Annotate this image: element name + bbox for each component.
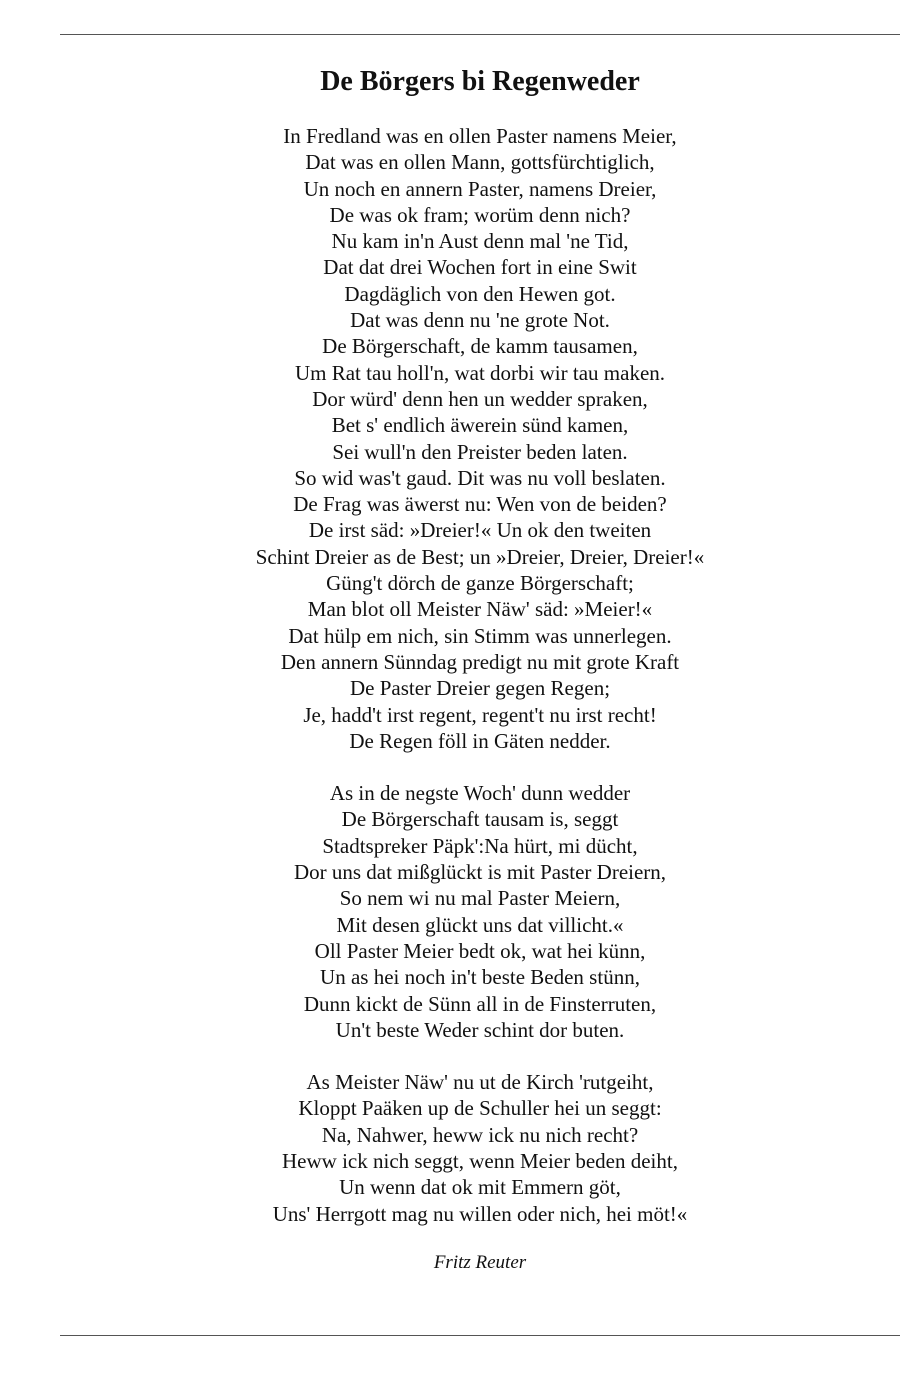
poem-line: Dat dat drei Wochen fort in eine Swit [323,255,637,280]
poem-line: De Frag was äwerst nu: Wen von de beiden? [293,492,667,517]
bottom-rule [60,1335,900,1336]
poem-line: De irst säd: »Dreier!« Un ok den tweiten [308,518,652,543]
stanza [60,1069,900,1227]
poem-line: As in de negste Woch' dunn wedder [329,781,631,806]
poem-line: Na, Nahwer, heww ick nu nich recht? [321,1122,639,1147]
poem-line: In Fredland was en ollen Paster namens Meier, [283,124,677,148]
poem-line: Uns' Herrgott mag nu willen oder nich, hei möt!« [272,1201,688,1226]
poem-line: Un as hei noch in't beste Beden stünn, [320,965,640,990]
poem-line: Stadtspreker Päpk':Na hürt, mi dücht, [322,833,638,858]
poem-line: Dunn kickt de Sünn all in de Finsterruten, [303,991,657,1016]
stanza [60,780,900,1043]
poem-line: Den annern Sünndag predigt nu mit grote Kraft [280,649,680,674]
poem-line: Oll Paster Meier bedt ok, wat hei künn, [314,938,646,963]
poem-title: De Börgers bi Regenweder [320,66,640,97]
poem-line: Nu kam in'n Aust denn mal 'ne Tid, [331,229,629,254]
poem-line: Schint Dreier as de Best; un »Dreier, Dreier, Dreier!« [255,544,705,569]
poem-line: As Meister Näw' nu ut de Kirch 'rutgeiht, [306,1070,654,1095]
poem-line: De Börgerschaft tausam is, seggt [341,807,619,832]
poem-line: So nem wi nu mal Paster Meiern, [339,886,621,911]
poem-line: De Paster Dreier gegen Regen; [349,676,611,701]
poem-line: Dat hülp em nich, sin Stimm was unnerlegen. [288,623,672,648]
poem-line: Man blot oll Meister Näw' säd: »Meier!« [307,597,653,622]
stanza [60,123,900,754]
poem-line: Dor würd' denn hen un wedder spraken, [312,386,648,411]
author-signature: Fritz Reuter [433,1252,527,1273]
poem-line: De Börgerschaft, de kamm tausamen, [322,334,638,359]
poem-line: Dor uns dat mißglückt is mit Paster Dreiern, [293,860,667,885]
poem-line: Un wenn dat ok mit Emmern göt, [339,1175,621,1200]
poem-line: Un't beste Weder schint dor buten. [335,1017,625,1042]
top-rule [60,34,900,35]
poem-line: De Regen föll in Gäten nedder. [349,728,611,753]
poem-line: Sei wull'n den Preister beden laten. [332,439,628,464]
poem-line: Mit desen glückt uns dat villicht.« [336,912,624,937]
poem-line: Um Rat tau holl'n, wat dorbi wir tau maken. [294,360,666,385]
poem-line: So wid was't gaud. Dit was nu voll beslaten. [294,465,666,490]
poem-line: Heww ick nich seggt, wenn Meier beden deiht, [282,1148,678,1173]
poem-line: Je, hadd't irst regent, regent't nu irst recht! [303,702,657,727]
poem-line: Kloppt Paäken up de Schuller hei un seggt: [298,1096,662,1121]
poem-line: Dat was en ollen Mann, gottsfürchtiglich, [305,150,655,175]
poem-line: Güng't dörch de ganze Börgerschaft; [326,571,634,596]
poem-line: Dat was denn nu 'ne grote Not. [350,308,610,333]
poem-line: Bet s' endlich äwerein sünd kamen, [331,413,629,438]
poem-line: Dagdäglich von den Hewen got. [344,281,616,306]
poem-line: Un noch en annern Paster, namens Dreier, [303,176,657,201]
poem-line: De was ok fram; worüm denn nich? [329,202,631,227]
poem-body [0,123,900,1253]
